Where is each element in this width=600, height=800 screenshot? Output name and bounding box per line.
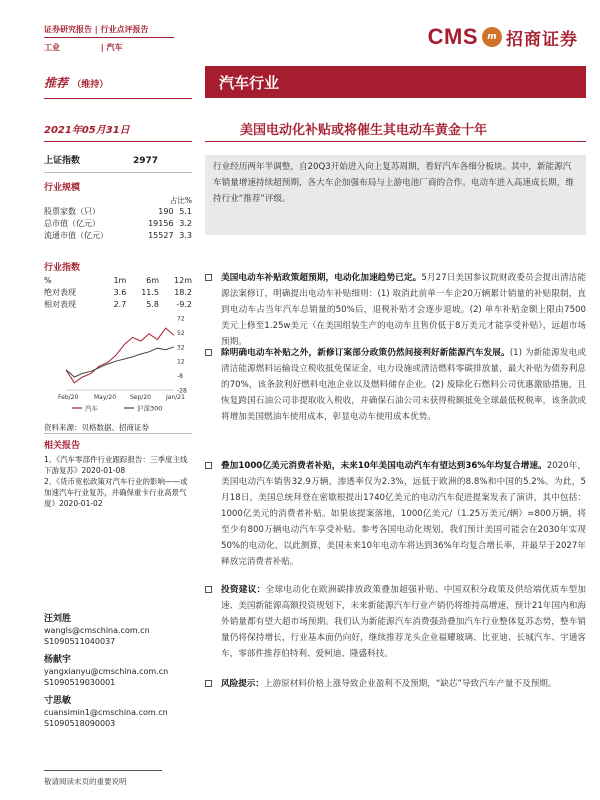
date-underline: [44, 141, 192, 142]
square-bullet-icon: [205, 462, 212, 469]
analyst-name: 杨献宇: [44, 655, 72, 665]
analyst-email[interactable]: wangls@cmschina.com.cn: [44, 626, 150, 635]
title-underline: [205, 141, 586, 142]
bullet-body: 上游原材料价格上涨导致企业盈利不及预期，“缺芯”导致汽车产量不及预期。: [263, 679, 557, 689]
bullet-body: (1) 为新能源发电或清洁能源燃料运输设立税收抵免保证金，电力设施或清洁燃料零碳排放量，最大补贴为债券利息的70%，该条款利好燃料电池企业以及燃料储存企业。(2) 废除化石燃料公司优惠激励措施，且恢复跨国石油公司非提取收入税收，并确保石油公司未获得税额抵免全球最低税税率，该条款或将增加美国燃油车使用成本，彰显电动车使用成本优势。: [221, 348, 586, 422]
analyst-item: [44, 696, 192, 729]
footer-note: 敬请阅读末页的重要说明: [44, 777, 127, 786]
scale-header: 占比%: [169, 196, 192, 205]
series-line-1: [66, 347, 174, 377]
square-bullet-icon: [205, 586, 212, 593]
y-tick-label: -8: [177, 373, 183, 381]
x-tick-label: Sep/20: [130, 394, 151, 401]
index-row: [44, 155, 192, 167]
industry-index: [44, 260, 192, 311]
bullet-5: [205, 676, 586, 692]
perf-table: [44, 275, 192, 311]
scale-title: 行业规模: [44, 183, 81, 193]
table-row: 流通市值（亿元） 15527 3.3: [44, 231, 192, 240]
summary-box: 行业经历两年半调整，自20Q3开始进入向上复苏周期，看好汽车各细分板块。其中，新能源汽车销量增速持续超预期，各大车企加强布局与上游电池厂商的合作。电动车进入高速成长期，维持行业“推荐”评级。: [205, 155, 586, 235]
company-logo: [428, 24, 578, 50]
bullet-2: [205, 345, 586, 425]
x-tick-label: Jan/21: [166, 394, 185, 401]
rating-underline: [44, 98, 192, 99]
analyst-item: [44, 655, 192, 688]
bullet-body: 5月27日美国参议院财政委员会提出清洁能源法案修订，明确提出电动车补贴细则：(1) 取消此前单一车企20万辆累计销量的补贴限制，直到电动车占当年汽车总销量的50%后，退税补贴才会逐步退坡。(2) 单车补贴金额上限由7500美元上修至1.25w美元（在美国组装生产的电动车且售价低于8万美元才能享受补贴），远超市场预期。: [221, 273, 586, 347]
analyst-email[interactable]: yangxianyu@cmschina.com.cn: [44, 667, 169, 676]
analyst-email[interactable]: cuansimin1@cmschina.com.cn: [44, 708, 168, 717]
analyst-name: 寸思敏: [44, 696, 72, 706]
list-item[interactable]: 2、《货币宽松政策对汽车行业的影响——或加速汽车行业复苏，并确保重卡行业高景气度》2020-01-02: [44, 477, 188, 508]
x-tick-label: Feb/20: [58, 394, 79, 401]
analyst-id: S1090511040037: [44, 637, 116, 646]
header-divider: [44, 37, 174, 38]
bullet-body: 2020年，美国电动汽车销售32.9万辆，渗透率仅为2.3%，远低于欧洲的8.8%和中国的5.2%。为此，5月18日，美国总统拜登在密歇根提出1740亿美元的电动汽车促进提案发表了演讲，其中包括：1000亿美元的消费者补贴。如果该提案落地，1000亿美元/（1.25万美元/辆）=800万辆，将至少有800万辆电动汽车享受补贴。参考各国电动化规划，我们预计美国可能会在2030年实现50%的电动化，以此测算，美国未来10年电动车将达到36%年均复合增长率，并最早于2027年释放完消费者补贴。: [221, 461, 586, 567]
table-row: 相对表现 2.7 5.8 -9.2: [44, 300, 192, 309]
index-chart: [44, 312, 194, 412]
logo-mark-icon: m: [482, 27, 502, 47]
x-tick-label: May/20: [94, 394, 117, 401]
analyst-name: 汪刘胜: [44, 614, 72, 624]
table-row: 总市值（亿元） 19156 3.2: [44, 219, 192, 228]
industry-scale: [44, 180, 192, 242]
analyst-block: [44, 614, 192, 729]
index-label: 上证指数: [44, 156, 81, 166]
bullet-3: [205, 458, 586, 570]
rating-sub: （维持）: [72, 80, 109, 90]
table-row: 绝对表现 3.6 11.5 18.2: [44, 288, 192, 297]
y-tick-label: 52: [177, 329, 185, 337]
square-bullet-icon: [205, 274, 212, 281]
bullet-4: [205, 582, 586, 662]
rating-label: 推荐: [44, 76, 69, 90]
report-title: 美国电动化补贴或将催生其电动车黄金十年: [240, 123, 488, 138]
legend-label: 沪深300: [137, 404, 163, 412]
legend-label: 汽车: [85, 404, 98, 412]
sector-label: 工业: [44, 43, 60, 52]
analyst-id: S1090518090003: [44, 719, 116, 728]
rating: [44, 74, 108, 91]
analyst-id: S1090519030001: [44, 678, 116, 687]
report-date: 2021年05月31日: [44, 125, 130, 136]
table-row: 股票家数（只） 190 5.1: [44, 207, 192, 216]
bullet-head: 投资建议：: [221, 585, 266, 595]
bullet-head: 风险提示：: [221, 679, 264, 689]
related-title: 相关报告: [44, 441, 81, 451]
report-type: 证券研究报告 | 行业点评报告: [44, 25, 149, 34]
footer-divider: [44, 770, 162, 771]
industry-banner: 汽车行业: [205, 66, 586, 98]
bullet-1: [205, 270, 586, 350]
logo-text: CMS: [427, 24, 478, 49]
bullet-head: 叠加1000亿美元消费者补贴，未来10年美国电动汽车有望达到36%年均复合增速。: [221, 461, 547, 471]
index-value: 2977: [132, 156, 158, 166]
table-row: % 1m 6m 12m: [44, 276, 192, 285]
y-tick-label: 72: [177, 315, 185, 323]
scale-table: [44, 206, 192, 242]
perf-title: 行业指数: [44, 263, 81, 273]
y-tick-label: -28: [177, 387, 187, 395]
analyst-item: [44, 614, 192, 647]
bullet-head: 美国电动车补贴政策超预期，电动化加速趋势已定。: [221, 273, 422, 283]
subsector-label: | 汽车: [100, 43, 123, 52]
bullet-body: 全球电动化在欧洲碳排放政策叠加超强补贴、中国双积分政策及供给端优质车型加速、美国新能源高额投资规划下，未来新能源汽车行业产销仍将维持高增速，预计21年国内和海外销量都有望大超市场预期。我们认为新能源汽车消费强劲叠加汽车行业整体复苏态势，整车销量仍将保持增长，行业基本面仍向好，继续推荐龙头企业福耀玻璃、比亚迪、长城汽车、宇通客车，零部件推荐伯特利、爱柯迪、隆盛科技。: [221, 585, 586, 659]
list-item[interactable]: 1、《汽车零部件行业跟踪报告：三季度主线下游复苏》2020-01-08: [44, 455, 188, 475]
chart-source: 资料来源：贝格数据、招商证券: [44, 423, 149, 432]
bullet-head: 除明确电动车补贴之外，新修订案部分政策仍然间接利好新能源汽车发展。: [221, 348, 510, 358]
square-bullet-icon: [205, 680, 212, 687]
y-tick-label: 32: [177, 344, 185, 352]
divider: [44, 433, 192, 434]
divider: [44, 172, 192, 173]
related-reports: [44, 438, 192, 509]
logo-cn: 招商证券: [506, 29, 578, 50]
industry-tag: [44, 42, 123, 53]
square-bullet-icon: [205, 349, 212, 356]
y-tick-label: 12: [177, 358, 185, 366]
series-line-0: [66, 328, 174, 383]
